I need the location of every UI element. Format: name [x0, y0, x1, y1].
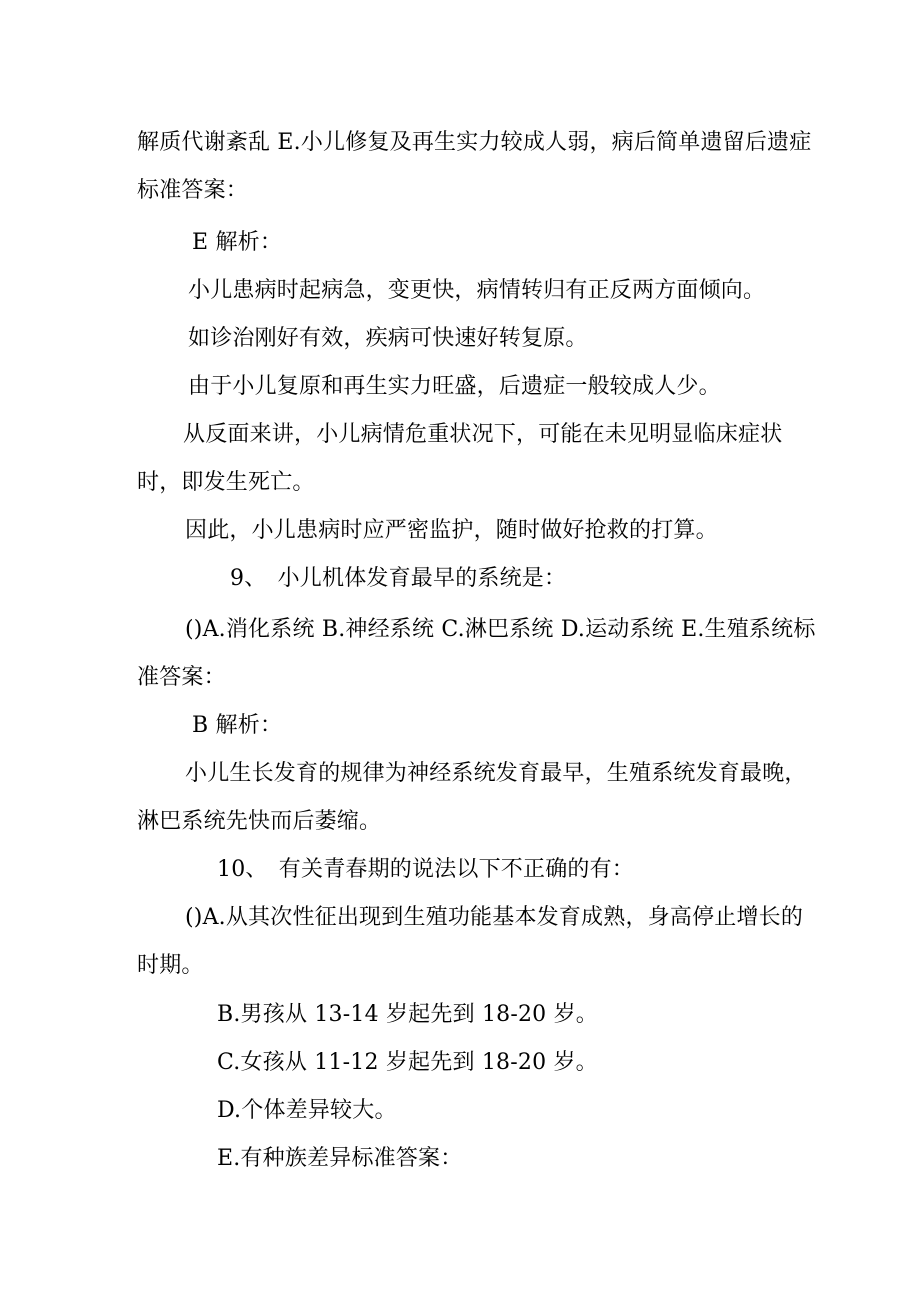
text-line: 解质代谢紊乱 E.小儿修复及再生实力较成人弱，病后简单遗留后遗症	[137, 130, 812, 155]
text-line: 由于小儿复原和再生实力旺盛，后遗症一般较成人少。	[188, 374, 721, 399]
text-line: ()A.从其次性征出现到生殖功能基本发育成熟，身高停止增长的	[185, 905, 804, 930]
text-line: 时，即发生死亡。	[137, 470, 315, 495]
text-line: 标准答案：	[137, 178, 249, 203]
text-line: B 解析：	[192, 713, 283, 738]
option-line: B.男孩从 13-14 岁起先到 18-20 岁。	[217, 1002, 598, 1027]
text-line: ()A.消化系统 B.神经系统 C.淋巴系统 D.运动系统 E.生殖系统标	[185, 617, 816, 642]
option-line: E.有种族差异标准答案：	[217, 1146, 463, 1171]
text-line: 因此，小儿患病时应严密监护，随时做好抢救的打算。	[185, 518, 718, 543]
text-line: 小儿生长发育的规律为神经系统发育最早，生殖系统发育最晚，	[185, 761, 807, 786]
question-heading: 10、 有关青春期的说法以下不正确的有：	[217, 857, 634, 882]
question-heading: 9、 小儿机体发育最早的系统是：	[230, 566, 567, 591]
text-line: E 解析：	[192, 230, 283, 255]
option-line: C.女孩从 11-12 岁起先到 18-20 岁。	[217, 1050, 598, 1075]
option-line: D.个体差异较大。	[217, 1098, 397, 1123]
text-line: 小儿患病时起病急，变更快，病情转归有正反两方面倾向。	[188, 278, 766, 303]
text-line: 准答案：	[137, 665, 226, 690]
text-line: 从反面来讲，小儿病情危重状况下，可能在未见明显临床症状	[183, 422, 783, 447]
text-line: 淋巴系统先快而后萎缩。	[137, 809, 382, 834]
text-line: 如诊治刚好有效，疾病可快速好转复原。	[188, 326, 588, 351]
text-line: 时期。	[137, 953, 204, 978]
